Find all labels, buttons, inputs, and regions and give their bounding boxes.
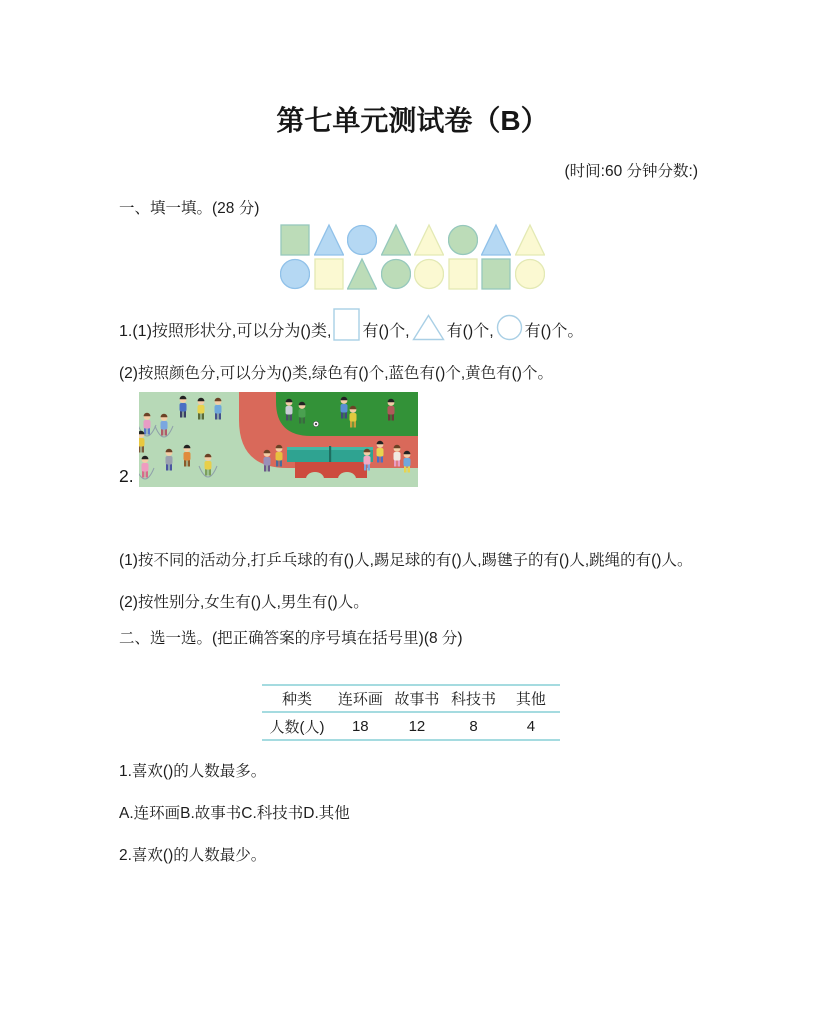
playground-illustration [139,392,418,487]
question-2-label: 2. [119,466,134,486]
blue-triangle-shape [481,222,511,256]
question-2-2: (2)按性别分,女生有()人,男生有()人。 [119,594,369,611]
header-other: 其他 [515,691,546,708]
green-circle-shape [381,256,411,290]
green-square-shape [481,256,511,290]
square-outline-icon [333,308,360,341]
question-2-1: (1)按不同的活动分,打乒乓球的有()人,踢足球的有()人,踢毽子的有()人,跳绳的有()人。 [119,552,693,569]
page-title: 第七单元测试卷（B） [276,105,549,136]
header-comic: 连环画 [337,691,383,708]
choice-question-1: 1.喜欢()的人数最多。 [119,763,267,780]
child-figure [139,431,145,453]
green-square-shape [280,222,310,256]
yellow-circle-shape [414,256,444,290]
choice-options: A.连环画B.故事书C.科技书D.其他 [119,805,350,822]
yellow-square-shape [448,256,478,290]
blue-circle-shape [347,222,377,256]
q1-1-text-b: 有()个, [362,323,410,340]
green-circle-shape [448,222,478,256]
table-data-row [262,713,560,739]
header-story: 故事书 [394,691,440,708]
shapes-row-1 [280,222,545,256]
value-story: 12 [408,717,426,735]
green-triangle-shape [381,222,411,256]
soccer-ball [313,421,319,427]
exam-time-score-info: (时间:60 分钟分数:) [564,163,698,180]
blue-circle-shape [280,256,310,290]
row-label: 人数(人) [269,718,325,736]
circle-outline-icon [496,314,523,341]
yellow-square-shape [314,256,344,290]
value-other: 4 [526,717,536,735]
value-science: 8 [469,717,478,735]
header-type: 种类 [282,691,313,708]
value-comic: 18 [351,717,369,735]
q1-1-text-d: 有()个。 [524,323,584,340]
q1-1-text-a: 1.(1)按照形状分,可以分为()类, [119,323,332,340]
q1-1-text-c: 有()个, [446,323,494,340]
yellow-triangle-shape [414,222,444,256]
shapes-figure [280,222,545,290]
section1-heading: 一、填一填。(28 分) [119,200,260,217]
green-triangle-shape [347,256,377,290]
blue-triangle-shape [314,222,344,256]
choice-question-2: 2.喜欢()的人数最少。 [119,847,267,864]
shapes-row-2 [280,256,545,290]
book-preference-table [262,684,560,741]
header-science: 科技书 [451,691,497,708]
triangle-outline-icon [412,314,445,341]
question-1-2: (2)按照颜色分,可以分为()类,绿色有()个,蓝色有()个,黄色有()个。 [119,365,553,382]
question-1-1 [119,306,583,341]
yellow-triangle-shape [515,222,545,256]
yellow-circle-shape [515,256,545,290]
table-net [329,446,331,462]
section2-heading: 二、选一选。(把正确答案的序号填在括号里)(8 分) [119,630,463,647]
table-header-row [262,686,560,713]
